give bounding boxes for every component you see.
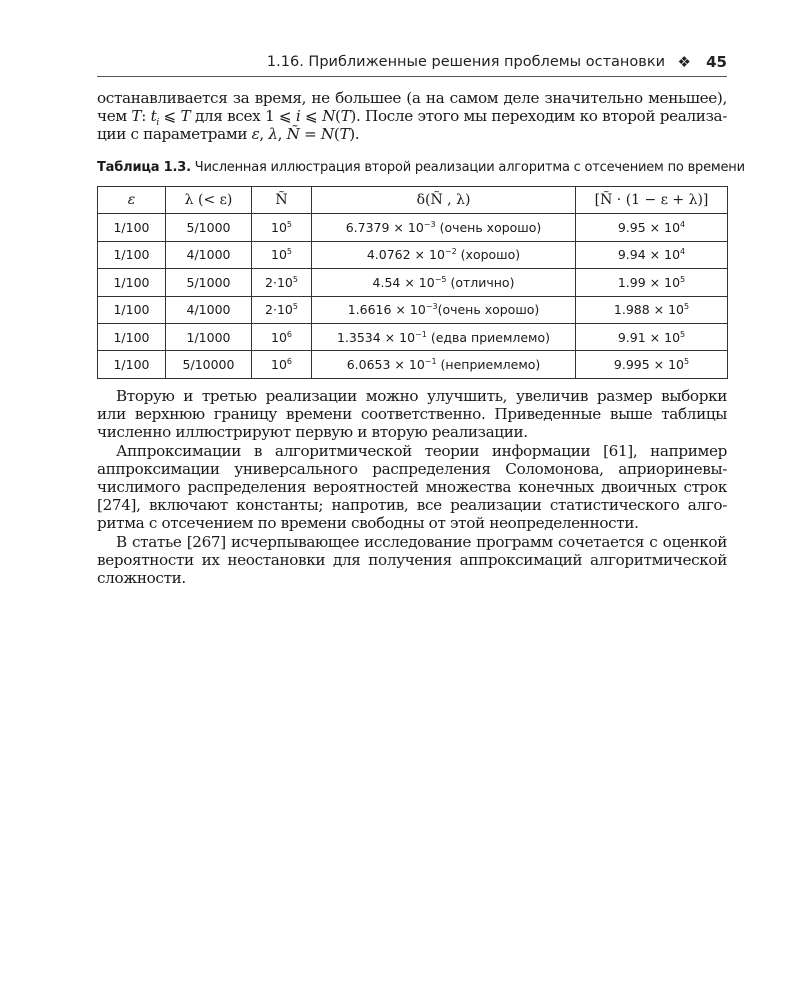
cell-exponent: 5 (684, 302, 690, 312)
cell-exponent: 4 (680, 247, 686, 257)
text-fragment: ⩽ (158, 107, 181, 126)
cell-expected-count (576, 269, 728, 296)
paragraph-line: Аппроксимации в алгоритмической теории информации [61], например (116, 441, 727, 460)
cell-n-tilde (252, 351, 312, 378)
cell-exponent: 5 (680, 329, 686, 339)
text-fragment: ( (335, 107, 341, 126)
math-T: T (131, 107, 142, 126)
cell-base: 4.54 × 10 (372, 274, 435, 290)
math-T: T (339, 125, 350, 144)
cell-base: 10 (271, 220, 287, 236)
paragraph-line: Вторую и третью реализации можно улучшить, увеличив размер выборки (116, 387, 727, 405)
table-caption (97, 160, 745, 175)
cell-exponent: −3 (425, 302, 438, 312)
cell-delta (312, 351, 576, 378)
cell-n-tilde (252, 214, 312, 241)
cell-base: 9.94 × 10 (617, 247, 681, 263)
cell-base: 2·10 (265, 274, 293, 290)
cell-quality: (едва приемлемо) (426, 329, 551, 345)
cell-base: 6.7379 × 10 (345, 220, 424, 236)
table-row (98, 296, 728, 323)
text-fragment: , (277, 125, 287, 144)
text-fragment: чем (97, 107, 132, 126)
math-i: i (295, 107, 301, 126)
page-number: 45 (706, 53, 727, 71)
cell-n-tilde (252, 241, 312, 268)
cell-quality: (неприемлемо) (436, 357, 541, 373)
cell-n-tilde (252, 323, 312, 350)
col-header-n-tilde: Ñ (252, 187, 312, 214)
cell-quality: (отлично) (446, 274, 515, 290)
cell-lambda: 1/1000 (166, 323, 252, 350)
cell-n-tilde (252, 296, 312, 323)
cell-exponent: 5 (292, 302, 298, 312)
cell-base: 9.995 × 10 (613, 357, 685, 373)
cell-exponent: 6 (286, 329, 292, 339)
text-fragment: для всех 1 ⩽ (190, 107, 296, 126)
text-fragment: , (259, 125, 269, 144)
header-text: ε (127, 192, 136, 209)
cell-base: 1.99 × 10 (617, 274, 681, 290)
cell-delta (312, 269, 576, 296)
math-T: T (340, 107, 351, 126)
cell-epsilon: 1/100 (98, 214, 166, 241)
paragraph-1 (97, 387, 727, 442)
cell-exponent: 5 (684, 357, 690, 367)
table-caption-text: Численная иллюстрация второй реализации алгоритма с отсечением по времени (190, 160, 745, 175)
cell-exponent: −1 (424, 357, 437, 367)
math-N: N (322, 107, 336, 126)
text-fragment: ( (333, 125, 340, 144)
running-head (97, 50, 727, 77)
table-row (98, 214, 728, 241)
paragraph-line: В статье [267] исчерпывающее исследование программ сочетается с оценкой (116, 532, 727, 551)
paragraph-line: аппроксимации универсального распределения Соломонова, априориневы- (97, 459, 727, 478)
table-row (98, 269, 728, 296)
text-fragment: ). После этого мы переходим ко второй реализа- (350, 107, 727, 126)
cell-expected-count (576, 323, 728, 350)
running-head-title: 1.16. Приближенные решения проблемы остановки (266, 54, 665, 70)
cell-exponent: 5 (680, 274, 686, 284)
math-N-tilde: Ñ (286, 125, 300, 144)
text-fragment: ⩽ (300, 107, 323, 126)
table-caption-label: Таблица 1.3. (97, 160, 191, 175)
cell-expected-count (576, 351, 728, 378)
cell-delta (312, 323, 576, 350)
math-N: N (320, 125, 334, 144)
cell-epsilon: 1/100 (98, 296, 166, 323)
paragraph-line: численно иллюстрируют первую и вторую реализации. (97, 423, 528, 442)
cell-exponent: 5 (286, 247, 292, 257)
cell-expected-count (576, 214, 728, 241)
cell-base: 1.6616 × 10 (347, 302, 426, 318)
paragraph-line: сложности. (97, 568, 186, 587)
math-subscript-i: i (156, 118, 159, 129)
cell-lambda: 5/10000 (166, 351, 252, 378)
cell-epsilon: 1/100 (98, 351, 166, 378)
paragraph-line: [274], включают константы; напротив, все реализации статистического алго- (97, 496, 727, 515)
cell-base: 10 (271, 247, 287, 263)
cell-base: 1.3534 × 10 (336, 329, 416, 345)
ornament-icon: ❖ (677, 53, 691, 71)
text-fragment: : (141, 107, 151, 126)
col-header-lambda: λ (< ε) (166, 187, 252, 214)
table-row (98, 241, 728, 268)
math-T: T (180, 107, 191, 126)
table-row (98, 351, 728, 378)
cell-exponent: −1 (415, 329, 427, 339)
text-fragment: ). (349, 125, 360, 144)
cell-lambda: 4/1000 (166, 241, 252, 268)
paragraph-2 (97, 442, 727, 533)
intro-line-1: останавливается за время, не большее (а на самом деле значительно меньшее), (97, 89, 727, 107)
cell-exponent: 5 (292, 274, 298, 284)
cell-base: 10 (271, 329, 287, 345)
body-text (97, 387, 727, 587)
cell-exponent: 5 (286, 220, 292, 230)
paragraph-line: или верхнюю границу времени соответственно. Приведенные выше таблицы (97, 405, 727, 424)
cell-delta (312, 214, 576, 241)
cell-quality: (хорошо) (456, 247, 521, 263)
cell-base: 6.0653 × 10 (346, 357, 425, 373)
cell-exponent: −3 (423, 220, 436, 230)
intro-paragraph (97, 89, 727, 144)
cell-base: 9.95 × 10 (617, 220, 681, 236)
col-header-delta: δ(Ñ , λ) (312, 187, 576, 214)
paragraph-line: числимого распределения вероятностей множества конечных двоичных строк (97, 477, 727, 496)
col-header-epsilon (98, 187, 166, 214)
cell-quality: (очень хорошо) (435, 220, 542, 236)
intro-line-3 (97, 125, 727, 143)
paragraph-line: вероятности их неостановки для получения аппроксимаций алгоритмической (97, 550, 727, 569)
math-t: t (150, 107, 157, 126)
cell-expected-count (576, 241, 728, 268)
intro-line-2 (97, 107, 727, 129)
cell-lambda: 5/1000 (166, 214, 252, 241)
cell-lambda: 5/1000 (166, 269, 252, 296)
table-row (98, 323, 728, 350)
cell-expected-count (576, 296, 728, 323)
cell-base: 4.0762 × 10 (366, 247, 445, 263)
cell-n-tilde (252, 269, 312, 296)
cell-base: 1.988 × 10 (613, 302, 685, 318)
paragraph-3 (97, 533, 727, 588)
cell-exponent: 6 (286, 357, 292, 367)
col-header-expected-count: [Ñ · (1 − ε + λ)] (576, 187, 728, 214)
results-table (97, 186, 728, 379)
cell-exponent: −5 (434, 274, 447, 284)
table-header-row (98, 187, 728, 214)
math-lambda: λ (268, 125, 278, 144)
text-fragment: = (299, 125, 321, 144)
cell-epsilon: 1/100 (98, 269, 166, 296)
cell-base: 2·10 (265, 302, 293, 318)
paragraph-line: ритма с отсечением по времени свободны от этой неопределенности. (97, 514, 639, 533)
cell-exponent: 4 (680, 220, 686, 230)
cell-base: 10 (271, 357, 287, 373)
cell-base: 9.91 × 10 (617, 329, 681, 345)
cell-epsilon: 1/100 (98, 323, 166, 350)
cell-exponent: −2 (444, 247, 457, 257)
cell-quality: (очень хорошо) (437, 302, 540, 318)
cell-epsilon: 1/100 (98, 241, 166, 268)
cell-delta (312, 296, 576, 323)
cell-lambda: 4/1000 (166, 296, 252, 323)
math-epsilon: ε (251, 125, 260, 144)
text-fragment: ции с параметрами (97, 125, 252, 144)
cell-delta (312, 241, 576, 268)
